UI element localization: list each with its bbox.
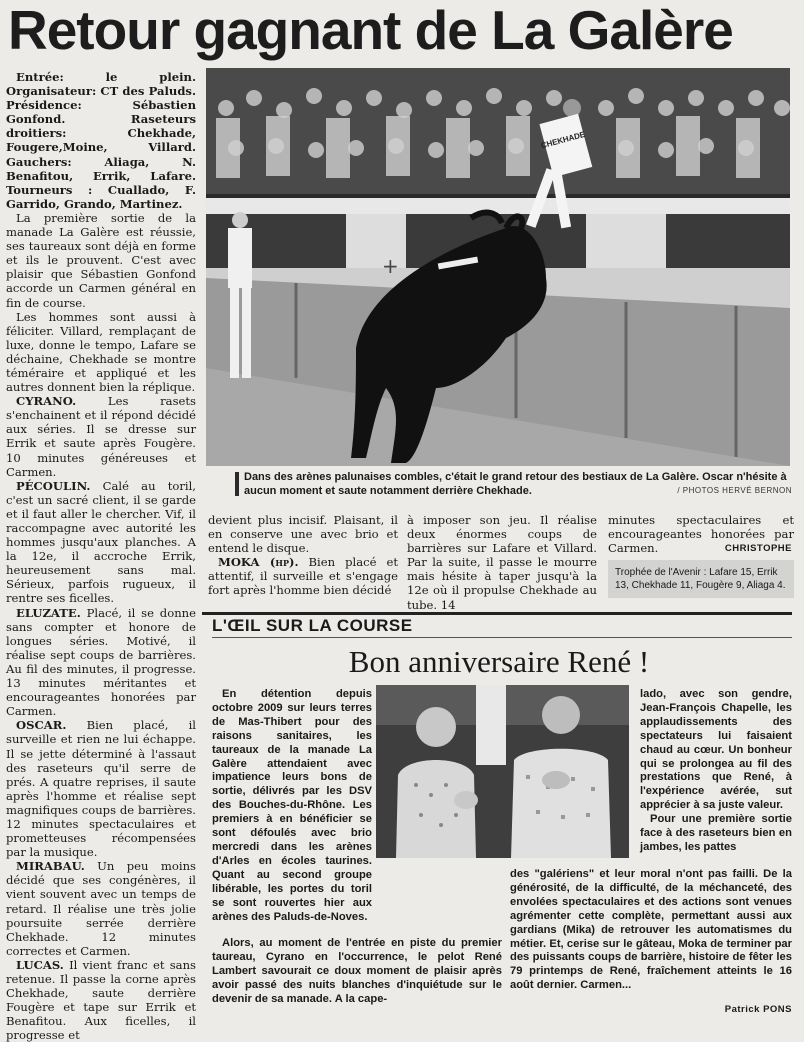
box-right-p2: Pour une première sortie face à des raseteurs bien en jambes, les pattes [640, 813, 792, 853]
box-kicker-rule [212, 637, 792, 638]
bull-name: MIRABAU. [16, 859, 85, 874]
arena-photo-illustration [206, 68, 790, 466]
main-photo [206, 68, 790, 466]
headline: Retour gagnant de La Galère [8, 0, 733, 61]
bull-lucas [6, 958, 196, 1042]
photo-credit: / PHOTOS HERVÉ BERNON [677, 486, 792, 495]
box-title: Bon anniversaire René ! [348, 644, 650, 679]
bull-text: Les rasets s'enchainent et il répond décidé aux séries. Il se dresse sur Errik et saute après Fougère. 10 minutes généreuses et Carmen. [6, 394, 196, 479]
bull-name: ELUZATE. [16, 605, 81, 620]
bull-text: Bien placé, il surveille et rien ne lui échappe. Il se jette déterminé à l'assaut des raseteurs qu'il serre de prés. A quatre reprises, il saute après l'homme et réalise sept magnifiques coups de barrières. 12 minutes spectaculaires et prometteuses récompensées par la musique. [6, 718, 196, 860]
bull-text: Calé au toril, c'est un sacré client, il se garde et il faut aller le chercher. Vif, il raccompagne avec autorité les hommes jusqu'aux planches. A la 12e, il accroche Errik, heureusement sans mal. Sérieux, parfois rugueux, il rentre ses ficelles. [6, 478, 196, 606]
trophy-text: Trophée de l'Avenir : Lafare 15, Errik 13, Chekhade 11, Fougère 9, Aliaga 4. [615, 567, 786, 591]
box-bottom-text: des "galériens" et leur moral n'ont pas failli. De la générosité, de la difficulté, de la méchanceté, des envolées spectaculaires et des actions sont venues agrémenter cette complète, permettant aussi aux gardians (Mika) de retrouver les automatismes du métier. Et, cerise sur le gâteau, Moka de terminer par des puissants coups de barrière, histoire de fêter les 79 printemps de René, fraîchement atteints le 16 août dernier. Carmen... [510, 868, 792, 992]
box-right-column [640, 688, 792, 878]
shirt-text: CHEKHADE [539, 129, 587, 151]
bull-name: OSCAR. [16, 718, 67, 733]
bull-pecoulin [6, 479, 196, 606]
bull-eluzate [6, 606, 196, 719]
rene-photo [376, 685, 629, 858]
article-signature: CHRISTOPHE [724, 543, 792, 554]
box-kicker: L'ŒIL SUR LA COURSE [212, 616, 413, 635]
bull-text: Il vient franc et sans retenue. Il passe la corne après Chekhade, saute derrière Fougère et tape sur Errik et Benafitou. Aux ficelles, il progresse et [6, 957, 196, 1042]
bull-cyrano [6, 394, 196, 479]
paragraph-1: La première sortie de la manade La Galère est réussie, ses taureaux sont déjà en forme et ils le prouvent. C'est avec plaisir que Sébastien Gonfond accorde un Carmen général en fin de course. [6, 210, 196, 310]
svg-text:+: + [382, 254, 399, 278]
box-bottom-right [510, 868, 792, 1010]
rene-photo-illustration [376, 685, 629, 858]
box-left-p2: Alors, au moment de l'entrée en piste du premier taureau, Cyrano en l'occurrence, le pelot René Lambert savourait ce doux moment de plaisir après avoir passé des nuits blanches d'inquiétude sur le devenir de sa manade. A la cape- [212, 937, 502, 1005]
box-left-p1: En détention depuis octobre 2009 sur leurs terres de Mas-Thibert pour des raisons sanitaires, les taureaux de la manade La Galère attendaient avec impatience leurs bons de sortie, délivrés par les DSV des Bouches-du-Rhône. Les premiers à en bénéficier se sont défoulés avec brio mercredi dans les arènes d'Arles en écoles taurines. Quant au second groupe libérable, les portes du toril se sont rouvertes hier aux arènes des Paluds-de-Noves. [212, 688, 372, 923]
box-signature: Patrick PONS [724, 1004, 792, 1015]
trophy-box [608, 560, 794, 598]
caption-bar [235, 472, 239, 496]
bull-text: Placé, il se donne sans compter et honore de longues séries. Motivé, il réalise sept coups de barrières. Au fil des minutes, il progresse. 13 minutes méritantes et encourageantes honorées par Carmen. [6, 605, 196, 719]
box-top-rule [202, 612, 792, 615]
bull-text: Bien placé et attentif, il surveille et s'engage fort après l'homme bien décidé [208, 555, 398, 598]
bull-name: MOKA (hp). [218, 555, 299, 570]
paragraph-2: Les hommes sont aussi à féliciter. Villard, remplaçant de luxe, donne le tempo, Lafare se déchaine, Chekhade se montre téméraire et appliqué et les autres donnent bien la réplique. [6, 309, 196, 395]
bull-oscar [6, 718, 196, 859]
bull-text: Un peu moins décidé que ses congénères, il vient souvent avec un temps de retard. Il réalise une très jolie poursuite serrée derrière Chekhade. 12 minutes correctes et Carmen. [6, 859, 196, 958]
photo-caption: Dans des arènes palunaises combles, c'était le grand retour des bestiaux de La Galère. Oscar n'hésite à aucun moment et saute notamment derrière Chekhade. [244, 471, 787, 497]
col4-text: minutes spectaculaires et encourageantes honorées par Carmen. [608, 513, 794, 556]
bull-moka [208, 555, 398, 597]
left-column [6, 70, 196, 1042]
col3-text: à imposer son jeu. Il réalise deux énormes coups de barrières sur Lafare et Villard. Par la suite, il passe le mourre mais hésite à taper jusqu'à la 12e où il propulse Chekhade au tube. 14 [407, 513, 597, 612]
bull-name: PÉCOULIN. [16, 478, 91, 493]
column-2 [208, 513, 398, 601]
box-right-p1: lado, avec son gendre, Jean-François Chapelle, les applaudissements des spectateurs lui faisaient chaud au cœur. Un bonheur qui se prolongea au fil des prestations que René, à l'expérience avérée, sut apprécier à sa juste valeur. [640, 688, 792, 812]
box-left-column-2 [212, 937, 502, 1017]
bull-name: CYRANO. [16, 394, 77, 409]
column-3 [407, 513, 597, 612]
bull-name: LUCAS. [16, 957, 64, 972]
intro: Entrée: le plein. Organisateur: CT des Paluds. Présidence: Sébastien Gonfond. Raseteurs droitiers: Chekhade, Fougere,Moine, Villard. Gauchers: Aliaga, N. Benafitou, Errik, Lafare. Tourneurs : Cuallado, F. Garrido, Grando, Martinez. [6, 70, 196, 211]
col2-text: devient plus incisif. Plaisant, il en conserve une avec brio et entend le disque. [208, 513, 398, 556]
bull-mirabau [6, 859, 196, 958]
